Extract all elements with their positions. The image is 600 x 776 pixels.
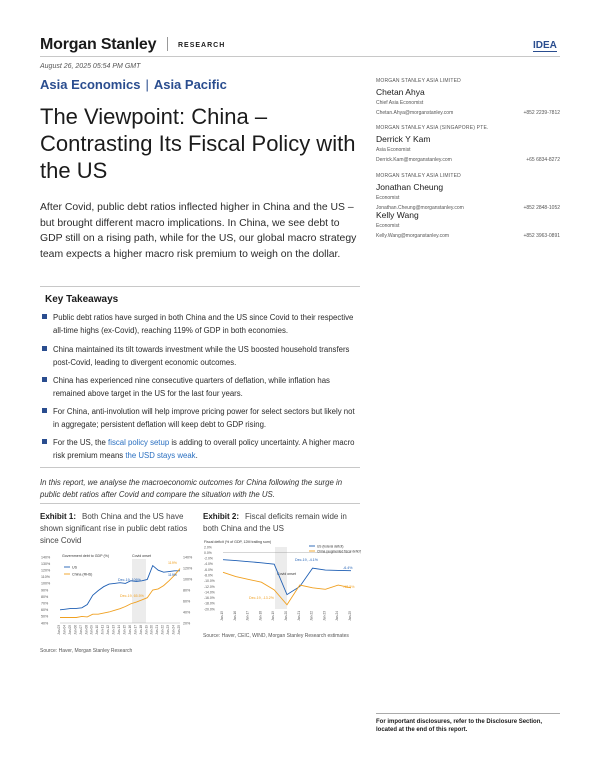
takeaway-text: is adding to overall policy uncertainty. A higher macro risk premium means	[53, 438, 355, 460]
y-right-tick-label: 100%	[183, 577, 193, 582]
author-name: Chetan Ahya	[376, 87, 425, 97]
exhibit2-caption	[203, 511, 363, 535]
x-tick-label: Jan-23	[322, 611, 327, 621]
y-left-tick-label: 120%	[41, 568, 51, 573]
author-role: Chief Asia Economist	[376, 100, 424, 106]
exhibit2-source: Source: Haver, CEIC, WIND, Morgan Stanley Research estimates	[203, 633, 349, 639]
y-left-tick-label: 90%	[41, 588, 49, 593]
bullet-square-icon	[42, 377, 47, 382]
author-role: Asia Economist	[376, 147, 411, 153]
key-takeaways-title: Key Takeaways	[45, 294, 119, 305]
author-role: Economist	[376, 223, 400, 229]
y-tick-label: -20.0%	[204, 607, 215, 612]
bullet-square-icon	[42, 408, 47, 413]
morgan-stanley-logo: Morgan Stanley	[40, 36, 157, 53]
y-tick-label: -2.0%	[204, 556, 213, 561]
x-tick-label: Jun-18	[138, 625, 143, 635]
x-tick-label: Jun-25	[177, 625, 181, 635]
x-tick-label: Jun-22	[160, 625, 165, 635]
y-left-tick-label: 110%	[41, 575, 50, 580]
x-tick-label: Jan-20	[284, 611, 288, 621]
header-divider	[40, 56, 560, 57]
author-role: Economist	[376, 195, 400, 201]
x-tick-label: Jun-14	[117, 625, 121, 635]
x-tick-label: Jun-16	[127, 625, 132, 635]
y-tick-label: 2.0%	[204, 545, 212, 550]
exhibit1-source: Source: Haver, Morgan Stanley Research	[40, 648, 133, 654]
y-left-tick-label: 100%	[41, 581, 51, 586]
y-tick-label: -14.0%	[204, 590, 215, 595]
y-right-tick-label: 80%	[183, 588, 191, 593]
exhibit1-caption-text: Both China and the US have shown significant rise in public debt ratios since Covid	[40, 512, 188, 545]
exhibit2-label: Exhibit 2:	[203, 512, 240, 521]
author-org: MORGAN STANLEY ASIA LIMITED	[376, 78, 461, 84]
y-left-tick-label: 50%	[41, 614, 49, 619]
exhibit2-svg	[203, 539, 361, 629]
y-left-tick-label: 60%	[41, 608, 49, 613]
x-tick-label: Jun-06	[73, 625, 78, 635]
takeaway-item	[42, 405, 358, 431]
y-right-tick-label: 60%	[183, 599, 191, 604]
author-phone: +65 6834-8272	[526, 157, 560, 163]
x-tick-label: Jan-24	[335, 611, 340, 621]
author-org: MORGAN STANLEY ASIA (SINGAPORE) PTE.	[376, 125, 489, 131]
x-tick-label: Jun-24	[171, 625, 176, 635]
takeaway-item	[42, 374, 358, 400]
usd-weak-link[interactable]: the USD stays weak	[125, 451, 196, 460]
exhibit2-caption-text: Fiscal deficits remain wide in both China and the US	[203, 512, 347, 533]
takeaway-text: Public debt ratios have surged in both China and the US since Covid to their respective all-time highs (ex-Covid), reaching 119% of GDP in both economies.	[53, 313, 354, 335]
author-email[interactable]: Chetan.Ahya@morganstanley.com	[376, 110, 454, 116]
y-tick-label: -4.0%	[204, 562, 213, 567]
bullet-square-icon	[42, 314, 47, 319]
y-right-tick-label: 40%	[183, 610, 191, 615]
chart1-title: Government debt to GDP (%)	[62, 554, 110, 558]
author-phone: +852 2848-1052	[523, 205, 560, 211]
author-email[interactable]: Derrick.Kam@morganstanley.com	[376, 157, 452, 163]
takeaway-item	[42, 311, 358, 337]
exhibit1-svg	[40, 551, 198, 643]
data-label: 119%	[168, 573, 177, 577]
y-left-tick-label: 40%	[41, 621, 49, 626]
data-label: -12.5%	[343, 585, 355, 589]
chart1-annotation: Covid onset	[132, 554, 151, 558]
x-tick-label: Jun-23	[166, 625, 171, 635]
report-summary-note: In this report, we analyse the macroeconomic outcomes for China following the surge in public debt ratios after Covid and compare the situation with the US.	[40, 478, 343, 499]
page-title: The Viewpoint: China – Contrasting Its Fiscal Policy with the US	[40, 104, 356, 183]
y-right-tick-label: 20%	[183, 621, 191, 626]
data-label: Dec-19, -4.1%	[295, 558, 318, 562]
chart2-title: Fiscal deficit (% of GDP, 12M trailing sum)	[204, 540, 272, 544]
x-tick-label: Jun-13	[111, 625, 116, 635]
topic-tags	[40, 77, 227, 92]
y-tick-label: -18.0%	[204, 601, 215, 606]
x-tick-label: Jun-05	[67, 625, 72, 635]
legend-label: US (federal deficit)	[317, 544, 344, 549]
author-email[interactable]: Kelly.Wang@morganstanley.com	[376, 233, 450, 239]
data-label: Dec-19, 65.5%	[120, 594, 144, 598]
y-tick-label: -8.0%	[204, 573, 213, 578]
x-tick-label: Jan-16	[232, 611, 237, 621]
research-label: RESEARCH	[178, 42, 226, 49]
covid-shade	[275, 547, 287, 609]
disclosure-note: For important disclosures, refer to the Disclosure Section, located at the end of this report.	[376, 719, 543, 733]
chart2-annotation: Covid onset	[277, 572, 296, 576]
y-left-tick-label: 80%	[41, 594, 49, 599]
disclosure-divider	[376, 713, 560, 714]
exhibit2-chart	[203, 539, 361, 629]
x-tick-label: Jun-03	[57, 625, 61, 635]
exhibit1-label: Exhibit 1:	[40, 512, 77, 521]
x-tick-label: Jan-17	[245, 611, 250, 621]
bullet-square-icon	[42, 439, 47, 444]
author-org: MORGAN STANLEY ASIA LIMITED	[376, 173, 461, 179]
y-left-tick-label: 130%	[41, 561, 51, 566]
author-card	[376, 207, 560, 240]
takeaway-text: .	[195, 451, 198, 460]
exhibit1-caption	[40, 511, 195, 547]
takeaway-text: China maintained its tilt towards investment while the US boosted household transfers post-Covid, leading to divergent economic outcomes.	[53, 345, 350, 367]
x-tick-label: Jun-11	[100, 625, 105, 635]
takeaway-text: For the US, the	[53, 438, 109, 447]
author-name: Kelly Wang	[376, 210, 419, 220]
x-tick-label: Jan-21	[296, 611, 301, 621]
y-right-tick-label: 140%	[183, 555, 193, 560]
legend-label: US	[72, 565, 77, 570]
exhibit1-chart	[40, 551, 198, 643]
y-left-tick-label: 140%	[41, 555, 51, 560]
y-tick-label: -6.0%	[204, 567, 213, 572]
author-card	[376, 125, 560, 164]
lead-paragraph: After Covid, public debt ratios inflected higher in China and the US – but brought different macro implications. In China, we see debt to GDP still on a rising path, while for the US, our global macro strategy team expects a higher macro risk premium to weigh on the dollar.	[40, 202, 357, 260]
x-tick-label: Jan-19	[271, 611, 276, 621]
data-label: -6.4%	[343, 566, 353, 570]
tag-asia-pacific[interactable]: Asia Pacific	[153, 77, 227, 92]
x-tick-label: Jun-17	[133, 625, 138, 635]
takeaway-item	[42, 343, 358, 369]
author-panel	[376, 78, 560, 248]
data-label: 119%	[168, 561, 177, 565]
x-tick-label: Jun-09	[89, 625, 94, 635]
author-name: Jonathan Cheung	[376, 182, 444, 192]
y-right-tick-label: 120%	[183, 566, 193, 571]
x-tick-label: Jun-08	[84, 625, 89, 635]
y-tick-label: 0.0%	[204, 550, 212, 555]
tag-asia-economics[interactable]: Asia Economics	[40, 77, 141, 92]
x-tick-label: Jun-04	[62, 625, 67, 635]
takeaway-text: China has experienced nine consecutive quarters of deflation, while inflation has remained above target in the US for the last four years.	[53, 376, 330, 398]
author-card	[376, 78, 560, 117]
y-tick-label: -10.0%	[204, 579, 215, 584]
author-phone: +852 3963-0891	[523, 233, 560, 239]
x-tick-label: Jan-15	[220, 611, 224, 621]
author-phone: +852 2239-7812	[523, 110, 560, 116]
author-name: Derrick Y Kam	[376, 134, 431, 144]
x-tick-label: Jun-21	[155, 625, 160, 635]
x-tick-label: Jun-20	[149, 625, 154, 635]
data-label: Dec-19, -13.2%	[249, 596, 274, 600]
bullet-square-icon	[42, 346, 47, 351]
legend-label: China (augmented fiscal deficit)	[317, 549, 361, 554]
author-email[interactable]: Jonathan.Cheung@morganstanley.com	[376, 205, 464, 211]
note-divider	[40, 503, 360, 504]
tag-separator: |	[145, 77, 149, 92]
fiscal-policy-link[interactable]: fiscal policy setup	[108, 438, 170, 447]
x-tick-label: Jun-10	[95, 625, 100, 635]
x-tick-label: Jan-18	[258, 611, 263, 621]
x-tick-label: Jan-22	[309, 611, 314, 621]
y-tick-label: -16.0%	[204, 596, 215, 601]
x-tick-label: Jan-25	[348, 611, 352, 621]
x-tick-label: Jun-12	[106, 625, 111, 635]
idea-badge: IDEA	[533, 40, 557, 51]
x-tick-label: Jun-19	[144, 625, 149, 635]
y-tick-label: -12.0%	[204, 584, 215, 589]
legend-label: China (RHS)	[72, 572, 93, 577]
covid-shade	[132, 559, 146, 623]
data-label: Dec-19, 106%	[118, 578, 141, 582]
x-tick-label: Jun-07	[78, 625, 83, 635]
takeaway-text: For China, anti-involution will help improve pricing power for select sectors but likely not in aggregate; persistent deflation will keep debt to GDP rising.	[53, 407, 355, 429]
y-left-tick-label: 70%	[41, 601, 49, 606]
x-tick-label: Jun-15	[122, 625, 127, 635]
takeaway-item	[42, 436, 358, 462]
logo-divider	[167, 37, 168, 51]
publish-date: August 26, 2025 05:54 PM GMT	[40, 63, 141, 70]
